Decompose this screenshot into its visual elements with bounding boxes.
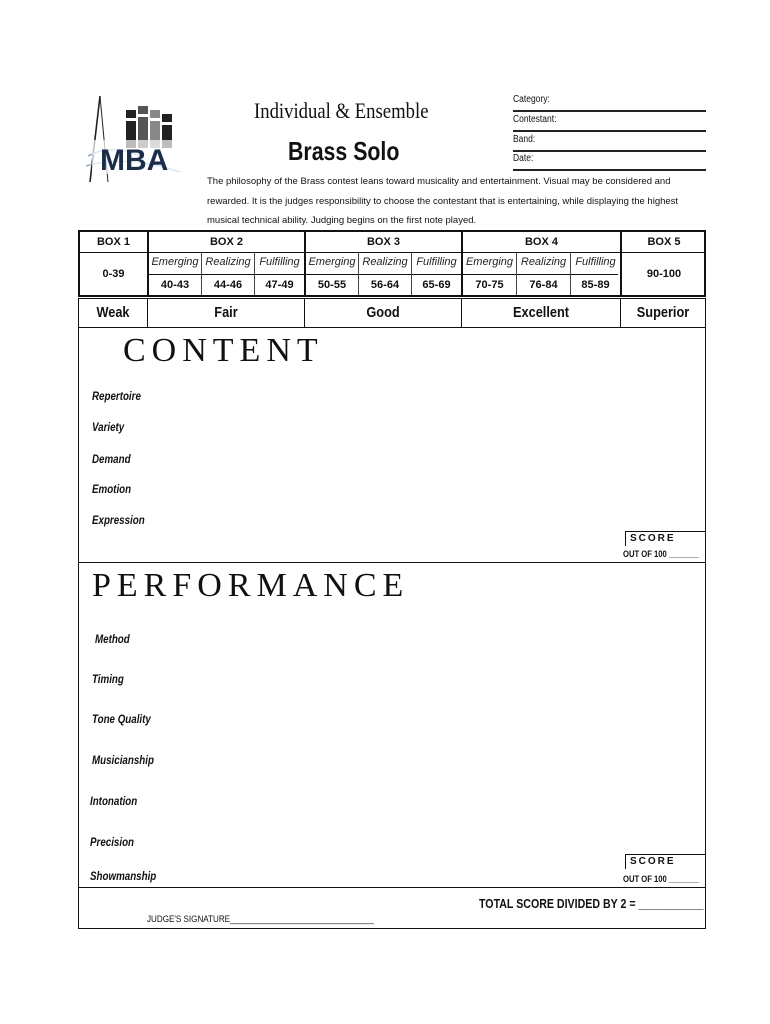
- box4-range-3: 85-89: [581, 279, 610, 291]
- logo-text: MBA: [100, 144, 169, 177]
- content-score-label: SCORE: [630, 533, 676, 544]
- rating-fair: Fair: [214, 304, 238, 321]
- performance-section: [78, 562, 706, 888]
- performance-score-box: [625, 854, 706, 869]
- performance-heading: PERFORMANCE: [92, 567, 410, 604]
- content-section: [78, 327, 706, 563]
- box4-realizing: Realizing: [520, 256, 567, 268]
- box4-label: BOX 4: [524, 236, 558, 248]
- box5-range: 90-100: [646, 268, 682, 280]
- category-label: Category:: [513, 94, 550, 105]
- page-subtitle: Brass Solo: [288, 136, 400, 166]
- performance-score-field[interactable]: OUT OF 100 _______: [623, 874, 699, 884]
- band-label: Band:: [513, 134, 536, 145]
- box2-emerging: Emerging: [151, 256, 199, 268]
- box3-fulfilling: Fulfilling: [416, 256, 457, 268]
- content-score-field[interactable]: OUT OF 100 _______: [623, 549, 699, 559]
- criterion-timing: Timing: [92, 674, 124, 686]
- criterion-showmanship: Showmanship: [90, 871, 157, 883]
- box4-fulfilling: Fulfilling: [575, 256, 616, 268]
- rating-excellent: Excellent: [513, 304, 569, 321]
- content-heading: CONTENT: [123, 332, 324, 369]
- box2-range-2: 44-46: [213, 279, 243, 291]
- page-title: Individual & Ensemble: [254, 98, 429, 123]
- box4-range-2: 76-84: [529, 279, 558, 291]
- criterion-repertoire: Repertoire: [92, 391, 141, 403]
- rating-weak: Weak: [96, 304, 130, 321]
- criterion-expression: Expression: [92, 515, 145, 527]
- criterion-intonation: Intonation: [90, 796, 138, 808]
- contestant-label: Contestant:: [513, 114, 557, 125]
- box3-label: BOX 3: [366, 236, 400, 248]
- box3-realizing: Realizing: [362, 256, 408, 268]
- box4-emerging: Emerging: [465, 256, 514, 268]
- rating-superior: Superior: [636, 304, 690, 321]
- box2-label: BOX 2: [209, 236, 243, 248]
- box3-range-2: 56-64: [370, 279, 400, 291]
- box3-range-1: 50-55: [317, 279, 347, 291]
- box3-emerging: Emerging: [308, 256, 356, 268]
- ratings-row: [78, 298, 706, 328]
- category-field[interactable]: [513, 94, 706, 112]
- date-field[interactable]: [513, 153, 706, 171]
- performance-score-label: SCORE: [630, 856, 676, 867]
- box3-range-3: 65-69: [422, 279, 451, 291]
- total-score-field[interactable]: TOTAL SCORE DIVIDED BY 2 = ___________: [479, 897, 704, 911]
- contestant-field[interactable]: [513, 114, 706, 132]
- criterion-tone-quality: Tone Quality: [92, 714, 151, 726]
- date-label: Date:: [513, 153, 534, 164]
- criterion-emotion: Emotion: [92, 484, 132, 496]
- box2-range-1: 40-43: [160, 279, 190, 291]
- philosophy-text: The philosophy of the Brass contest leans toward musicality and entertainment. Visual may be considered and rewarded. It is the judges responsibility to choose the contestant that is entertaining, while displaying the highest musical technical ability. Judging begins on the first note played.: [207, 176, 679, 226]
- box1-label: BOX 1: [96, 236, 130, 248]
- criterion-variety: Variety: [92, 422, 125, 434]
- rubric-grid: [78, 230, 706, 297]
- judge-signature-field[interactable]: JUDGE'S SIGNATURE________________________________: [147, 914, 374, 925]
- criterion-demand: Demand: [92, 454, 131, 466]
- box2-realizing: Realizing: [205, 256, 251, 268]
- box2-fulfilling: Fulfilling: [259, 256, 300, 268]
- box1-range: 0-39: [102, 268, 125, 280]
- content-score-box: [625, 531, 706, 546]
- box4-range-1: 70-75: [475, 279, 504, 291]
- criterion-precision: Precision: [90, 837, 135, 849]
- box2-range-3: 47-49: [265, 279, 294, 291]
- band-field[interactable]: [513, 134, 706, 152]
- mba-logo: [84, 92, 194, 188]
- criterion-musicianship: Musicianship: [92, 755, 154, 767]
- footer-section: [78, 887, 706, 929]
- rating-good: Good: [366, 304, 400, 321]
- criterion-method: Method: [95, 634, 130, 646]
- box5-label: BOX 5: [647, 236, 681, 248]
